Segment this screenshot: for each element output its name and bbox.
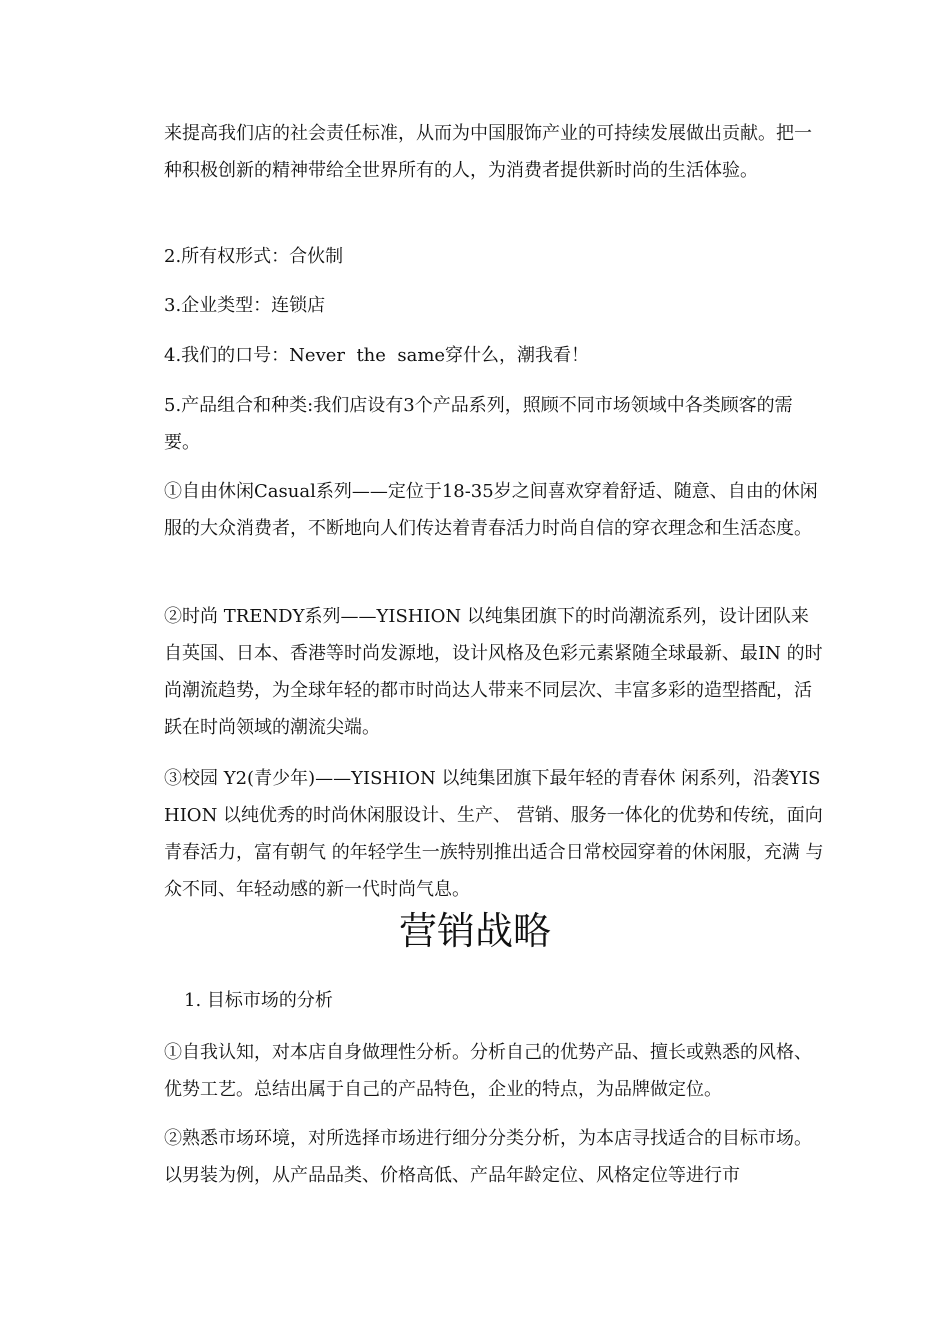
list-item-target-market: 1. 目标市场的分析 — [184, 990, 333, 1011]
paragraph-campus-series: ③校园 Y2(青少年)——YISHION 以纯集团旗下最年轻的青春休 闲系列，沿袭YISHION 以纯优秀的时尚休闲服设计、生产、 营销、服务一体化的优势和传统，面向青春活力，富有朝气 的年轻学生一族特别推出适合日常校园穿着的休闲服，充满 与众不同、年轻动感的新一代时尚气息。 — [164, 768, 824, 900]
paragraph-casual-series: ①自由休闲Casual系列——定位于18-35岁之间喜欢穿着舒适、随意、自由的休闲服的大众消费者，不断地向人们传达着青春活力时尚自信的穿衣理念和生活态度。 — [164, 481, 818, 539]
paragraph-market-environment: ②熟悉市场环境，对所选择市场进行细分分类分析，为本店寻找适合的目标市场。以男装为例，从产品品类、价格高低、产品年龄定位、风格定位等进行市 — [164, 1128, 812, 1186]
paragraph-trendy-series: ②时尚 TRENDY系列——YISHION 以纯集团旗下的时尚潮流系列，设计团队来自英国、日本、香港等时尚发源地，设计风格及色彩元素紧随全球最新、最IN 的时尚潮流趋势，为全球年轻的都市时尚达人带来不同层次、丰富多彩的造型搭配，活跃在时尚领域的潮流尖端。 — [164, 606, 823, 738]
paragraph-social-responsibility: 来提高我们店的社会责任标准，从而为中国服饰产业的可持续发展做出贡献。把一种积极创新的精神带给全世界所有的人，为消费者提供新时尚的生活体验。 — [164, 123, 812, 181]
paragraph-self-awareness: ①自我认知，对本店自身做理性分析。分析自己的优势产品、擅长或熟悉的风格、优势工艺。总结出属于自己的产品特色，企业的特点，为品牌做定位。 — [164, 1042, 812, 1100]
paragraph-ownership: 2.所有权形式：合伙制 — [164, 246, 344, 267]
paragraph-product-mix: 5.产品组合和种类:我们店设有3个产品系列，照顾不同市场领域中各类顾客的需要。 — [164, 395, 793, 453]
section-heading: 营销战略 — [398, 909, 551, 953]
paragraph-slogan: 4.我们的口号：Never the same穿什么，潮我看！ — [164, 345, 590, 366]
paragraph-enterprise-type: 3.企业类型：连锁店 — [164, 295, 326, 316]
